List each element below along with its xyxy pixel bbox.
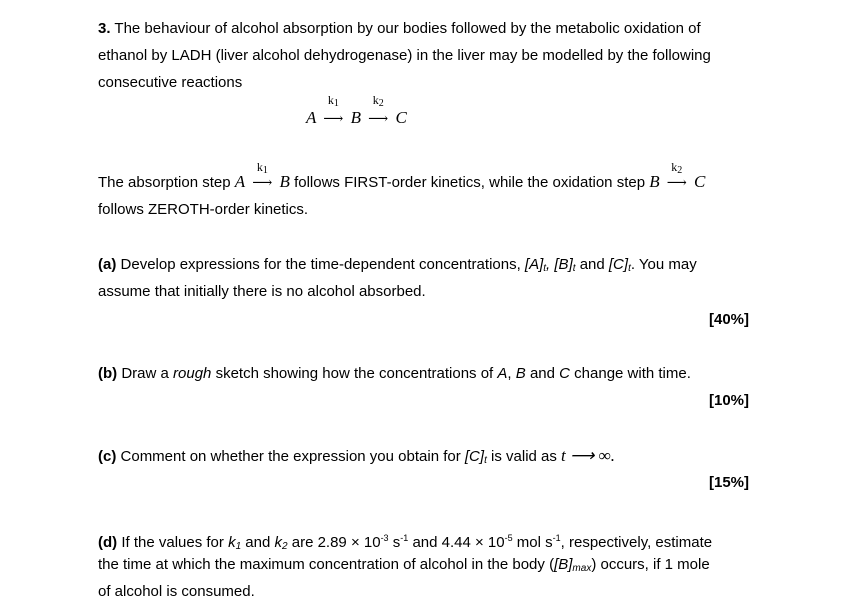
intro-text-3: consecutive reactions [98,74,243,91]
arrow-k2 [365,93,391,128]
rate-constant-k1: $k_1$ [327,93,339,109]
absorption-line-1: The absorption step A $k_1$ ⟶ B follows FIRST-order kinetics, while the oxidation step B $k_2$ ⟶ C [98,160,706,191]
absorption-line-2: follows ZEROTH-order kinetics. [98,201,309,218]
arrow-k1 [320,93,346,128]
question-number: 3. [98,20,111,37]
reaction-arrow-icon: ⟶ [323,111,344,127]
part-a-line-2: assume that initially there is no alcohol absorbed. [98,283,426,300]
reaction-arrow-icon: ⟶ [252,175,273,191]
rate-constant-k2: $k_2$ [372,93,384,109]
part-d-line-3: of alcohol is consumed. [98,583,255,600]
reaction-arrow-icon: ⟶ [666,175,687,191]
part-b-line: (b) Draw a rough sketch showing how the concentrations of A, B and C change with time. [98,365,691,382]
intro-text-2: ethanol by LADH (liver alcohol dehydrogenase) in the liver may be modelled by the following [98,47,711,64]
part-c-line: (c) Comment on whether the expression you obtain for $[C]_t$ is valid as t ⟶ ∞. [98,446,616,466]
question-intro-line-3 [98,73,242,93]
part-c-label: (c) [98,448,117,465]
part-c-marks: [15%] [708,474,749,491]
question-intro-line-2 [98,46,711,66]
part-a-label: (a) [98,256,117,273]
species-a: A [306,108,317,127]
part-a-line-1: (a) Develop expressions for the time-dependent concentrations, $[A]_t$, $[B]_t$ and $[C]_t$. You may [98,256,697,274]
part-d-line-2: the time at which the maximum concentration of alcohol in the body $([B]_{max})$ occurs, if 1 mole [98,556,710,574]
inline-arrow-k2: $k_2$ ⟶ [666,160,687,191]
question-intro-line-1 [98,19,701,39]
part-b-label: (b) [98,365,118,382]
species-b: B [350,108,361,127]
part-d-label: (d) [98,534,118,551]
species-c: C [395,108,407,127]
reaction-scheme [306,93,407,128]
intro-text-1: The behaviour of alcohol absorption by our bodies followed by the metabolic oxidation of [114,20,701,37]
part-b-marks: [10%] [708,392,749,409]
limit-expression: t ⟶ ∞. [561,446,616,465]
reaction-arrow-icon: ⟶ [368,111,389,127]
part-a-marks: [40%] [708,311,749,328]
inline-arrow-k1: $k_1$ ⟶ [252,160,273,191]
part-d-line-1: (d) If the values for $k_1$ and $k_2$ are $2.89 \times 10^{-3}$ $s^{-1}$ and $4.44 \times 10^{-5}$ mol $s^{-1}$, respectively, estimate [98,533,713,552]
